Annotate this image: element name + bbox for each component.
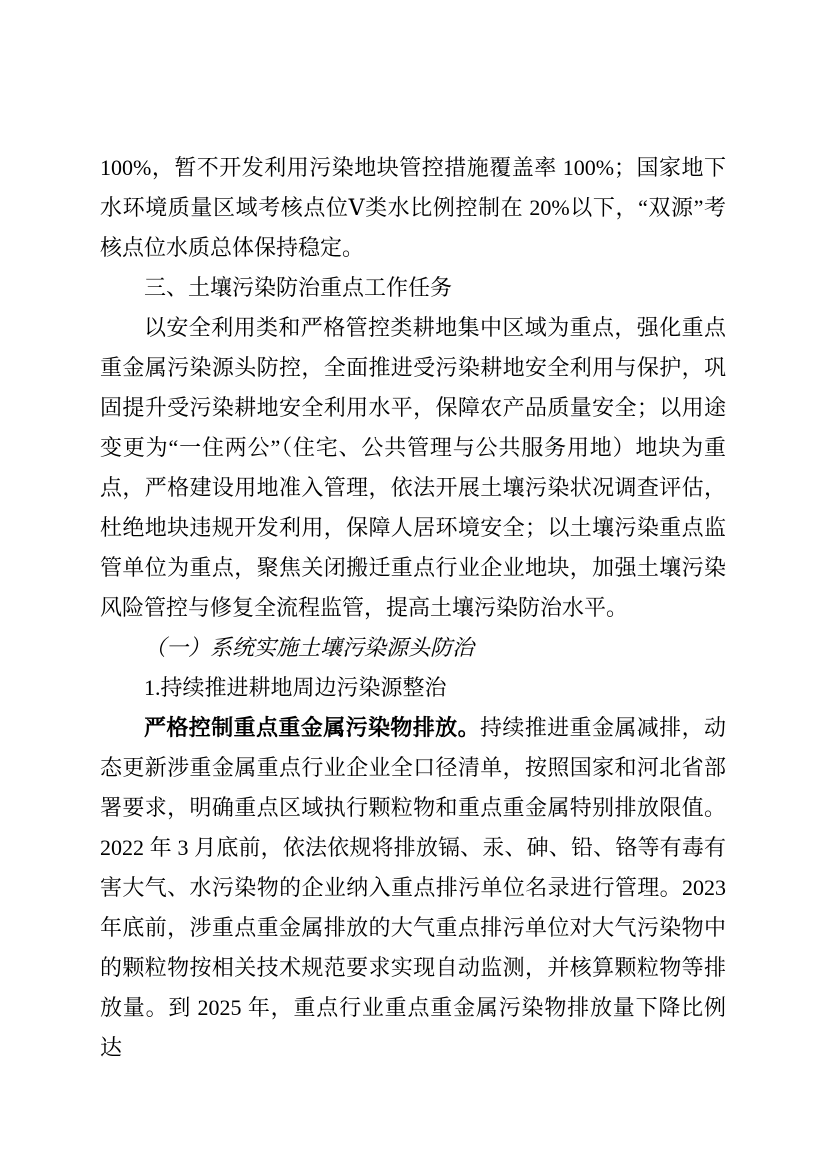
lead-paragraph	[100, 708, 726, 1068]
paragraph-continuation: 100%，暂不开发利用污染地块管控措施覆盖率 100%；国家地下水环境质量区域考核点位Ⅴ类水比例控制在 20%以下，“双源”考核点位水质总体保持稳定。	[100, 155, 726, 260]
numbered-item-heading: 1.持续推进耕地周边污染源整治	[144, 675, 447, 700]
section-heading: 三、土壤污染防治重点工作任务	[144, 275, 453, 300]
body-paragraph: 以安全利用类和严格管控类耕地集中区域为重点，强化重点重金属污染源头防控，全面推进受污染耕地安全利用与保护，巩固提升受污染耕地安全利用水平，保障农产品质量安全；以用途变更为“一住两公”（住宅、公共管理与公共服务用地）地块为重点，严格建设用地准入管理，依法开展土壤污染状况调查评估，杜绝地块违规开发利用，保障人居环境安全；以土壤污染重点监管单位为重点，聚焦关闭搬迁重点行业企业地块，加强土壤污染风险管控与修复全流程监管，提高土壤污染防治水平。	[100, 315, 726, 620]
subsection-heading: （一）系统实施土壤污染源头防治	[144, 635, 475, 660]
lead-bold-sentence: 严格控制重点重金属污染物排放。	[144, 715, 480, 740]
lead-paragraph-body: 持续推进重金属减排，动态更新涉重金属重点行业企业全口径清单，按照国家和河北省部署要求，明确重点区域执行颗粒物和重点重金属特别排放限值。2022 年 3 月底前，依法依规将排放镉、汞、砷、铅、铬等有毒有害大气、水污染物的企业纳入重点排污单位名录进行管理。2023 年底前，涉重点重金属排放的大气重点排污单位对大气污染物中的颗粒物按相关技术规范要求实现自动监测，并核算颗粒物等排放量。到 2025 年，重点行业重点重金属污染物排放量下降比例达	[100, 715, 726, 1060]
